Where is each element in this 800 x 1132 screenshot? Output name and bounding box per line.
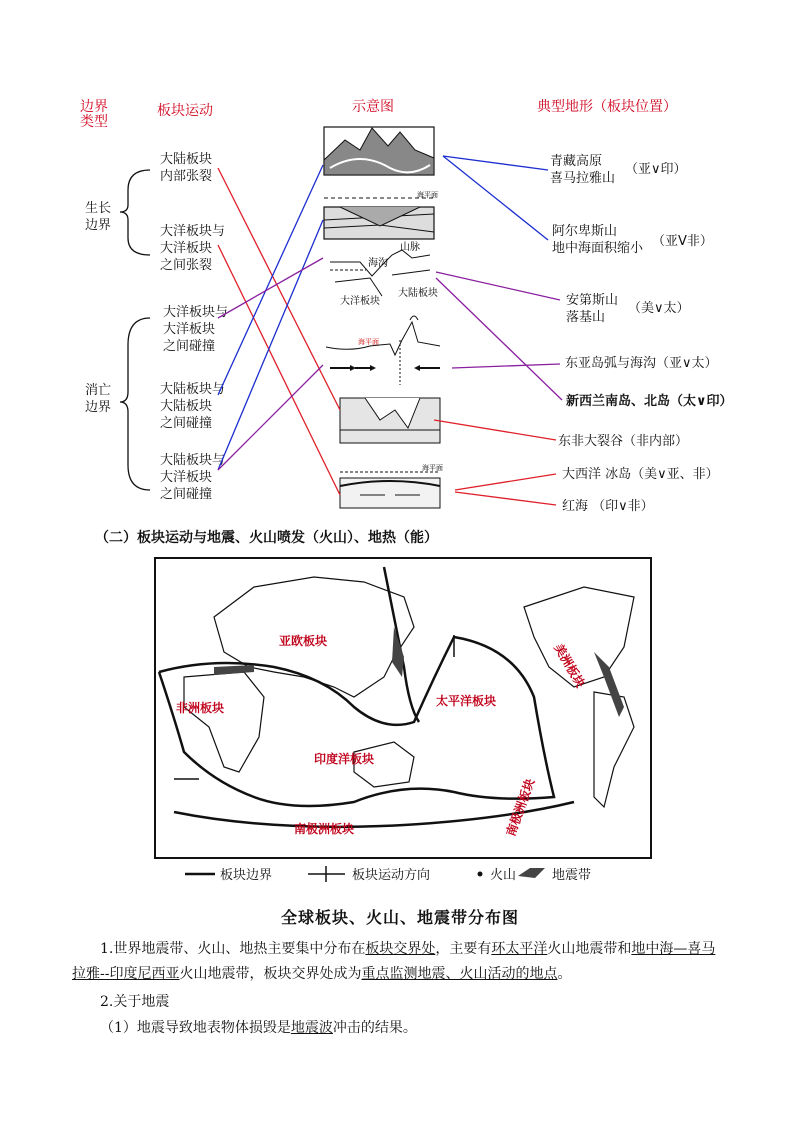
landform-item: 红海 （印∨非） bbox=[562, 499, 654, 514]
landform-item: 阿尔卑斯山 地中海面积缩小 bbox=[552, 224, 644, 256]
p3-underline: 地震波 bbox=[290, 1020, 333, 1036]
diagram-connector-layer bbox=[0, 0, 800, 530]
landform-note: （亚V非） bbox=[652, 234, 713, 249]
legend-quake: 地震带 bbox=[552, 868, 592, 883]
landform-item: 大西洋 冰岛（美∨亚、非） bbox=[562, 467, 719, 482]
island-sea-level-label: 海平面 bbox=[358, 338, 379, 346]
landform-item: 新西兰南岛、北岛（太∨印） bbox=[566, 394, 733, 409]
landform-item: 东非大裂谷（非内部） bbox=[558, 434, 689, 449]
paragraph-1 bbox=[100, 937, 740, 961]
p1-underline: 环太平洋 bbox=[491, 941, 548, 957]
brace-constructive bbox=[120, 170, 150, 255]
header-plate-motion: 板块运动 bbox=[157, 103, 213, 119]
diagram-continent-collision bbox=[324, 127, 434, 175]
section-title: （二）板块运动与地震、火山喷发（火山）、地热（能） bbox=[95, 530, 438, 546]
brace-destructive bbox=[120, 318, 150, 490]
diagram-ocean-shrink bbox=[324, 190, 438, 239]
label-african: 非洲板块 bbox=[176, 701, 225, 715]
label-american: 美洲板块 bbox=[551, 641, 588, 691]
sea-level-label: 海平面 bbox=[417, 191, 438, 199]
boundary-destructive: 消亡 边界 bbox=[85, 383, 112, 415]
legend-boundary: 板块边界 bbox=[220, 868, 273, 883]
mountain-label: 山脉 bbox=[400, 242, 420, 253]
p1-text: 。 bbox=[557, 966, 572, 982]
label-eurasian: 亚欧板块 bbox=[279, 634, 328, 648]
diagram-ridge bbox=[340, 463, 443, 508]
motion-item: 大洋板块与 大洋板块 之间张裂 bbox=[160, 224, 226, 273]
p1-text: 火山地震带和 bbox=[547, 941, 632, 957]
p1-text: 1.世界地震带、火山、地热主要集中分布在 bbox=[100, 941, 366, 957]
motion-item: 大陆板块与 大陆板块 之间碰撞 bbox=[160, 382, 226, 431]
label-indian: 印度洋板块 bbox=[314, 752, 375, 766]
p1-underline: 地中海—喜马 bbox=[631, 941, 716, 957]
ocean-plate-label: 大洋板块 bbox=[340, 296, 380, 307]
header-boundary-type: 边界 类型 bbox=[80, 99, 108, 130]
paragraph-1-line2 bbox=[72, 962, 752, 986]
landform-item: 东亚岛弧与海沟（亚∨太） bbox=[565, 356, 718, 371]
p3-text: （1）地震导致地表物体损毁是 bbox=[100, 1020, 291, 1036]
diagram-rift bbox=[340, 398, 440, 443]
motion-item: 大陆板块与 大洋板块 之间碰撞 bbox=[160, 453, 226, 502]
header-landform: 典型地形（板块位置） bbox=[537, 99, 677, 115]
p3-text: 冲击的结果。 bbox=[332, 1020, 417, 1036]
trench-label: 海沟 bbox=[368, 258, 388, 269]
label-antarctic-vertical: 南极洲板块 bbox=[503, 776, 538, 839]
header-diagram: 示意图 bbox=[352, 99, 394, 115]
continent-plate-label: 大陆板块 bbox=[398, 288, 438, 299]
diagram-subduction bbox=[330, 240, 438, 307]
motion-item: 大陆板块 内部张裂 bbox=[160, 152, 213, 184]
p1-underline: 板块交界处 bbox=[365, 941, 436, 957]
p1-underline: 重点监测地震、火山活动的地点 bbox=[361, 966, 558, 982]
legend-direction: 板块运动方向 bbox=[352, 868, 431, 883]
landform-note: （美∨太） bbox=[628, 301, 690, 316]
world-plate-map bbox=[154, 557, 652, 859]
landform-item: 安第斯山 落基山 bbox=[566, 293, 619, 325]
label-pacific: 太平洋板块 bbox=[436, 694, 497, 708]
legend-volcano: 火山 bbox=[490, 868, 517, 883]
p1-text: 火山地震带，板块交界处成为 bbox=[179, 966, 362, 982]
paragraph-3 bbox=[100, 1016, 417, 1040]
landform-note: （亚∨印） bbox=[625, 162, 687, 177]
boundary-constructive: 生长 边界 bbox=[85, 201, 112, 233]
diagram-island-arc bbox=[326, 316, 440, 385]
landform-item: 青藏高原 喜马拉雅山 bbox=[550, 154, 616, 186]
p1-text: ，主要有 bbox=[435, 941, 492, 957]
map-caption: 全球板块、火山、地震带分布图 bbox=[280, 908, 519, 927]
p1-underline: 拉雅--印度尼西亚 bbox=[72, 966, 180, 982]
label-antarctic: 南极洲板块 bbox=[294, 822, 355, 836]
paragraph-2: 2.关于地震 bbox=[100, 994, 170, 1010]
ridge-sea-level-label: 海平面 bbox=[422, 464, 443, 472]
motion-item: 大洋板块与 大洋板块 之间碰撞 bbox=[163, 305, 229, 354]
